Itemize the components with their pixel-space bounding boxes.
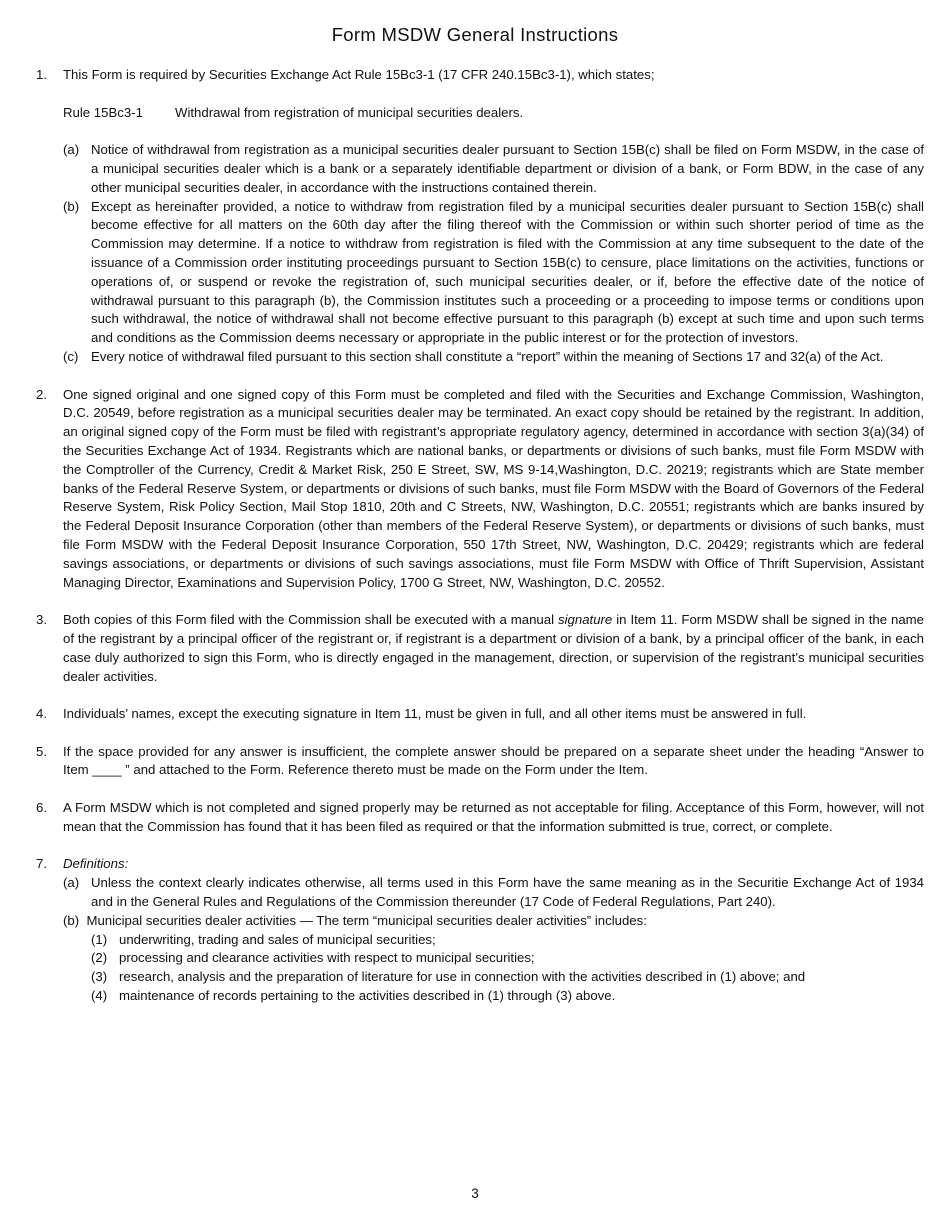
rule-paragraph-c bbox=[36, 348, 924, 367]
paragraph-text: Municipal securities dealer activities — The term “municipal securities dealer activities” includes: bbox=[86, 912, 647, 928]
definition-b bbox=[36, 912, 924, 931]
list-text: research, analysis and the preparation of literature for use in connection with the activities described in (1) above; and bbox=[119, 969, 806, 985]
definitions-heading: Definitions: bbox=[63, 856, 129, 872]
instruction-item-7 bbox=[36, 855, 924, 874]
item-number: 7. bbox=[36, 856, 47, 872]
item-number: 6. bbox=[36, 800, 47, 816]
paragraph-label: (a) bbox=[63, 875, 80, 891]
item-text: If the space provided for any answer is insufficient, the complete answer should be prepared on a separate sheet under the heading “Answer to Item ____ ” and attached to the Form. Reference thereto must be made on the Form under the Item. bbox=[63, 743, 924, 778]
instruction-item-4 bbox=[36, 705, 924, 724]
item-number: 4. bbox=[36, 706, 47, 722]
list-text: processing and clearance activities with respect to municipal securities; bbox=[119, 950, 535, 966]
item-text: A Form MSDW which is not completed and signed properly may be returned as not acceptable for filing. Acceptance of this Form, however, will not mean that the Commission has found that it has been filed as required or that the information submitted is true, correct, or complete. bbox=[63, 800, 924, 834]
definition-b-1 bbox=[36, 931, 924, 950]
instruction-item-5 bbox=[36, 743, 924, 781]
instruction-item-2 bbox=[36, 386, 924, 593]
item-number: 1. bbox=[36, 67, 47, 82]
definition-b-2 bbox=[36, 949, 924, 968]
item-text: This Form is required by Securities Exchange Act Rule 15Bc3-1 (17 CFR 240.15Bc3-1), which states; bbox=[63, 67, 655, 82]
item-text: Individuals’ names, except the executing signature in Item 11, must be given in full, and all other items must be answered in full. bbox=[63, 706, 807, 722]
instruction-item-3 bbox=[36, 611, 924, 686]
rule-heading bbox=[36, 104, 924, 123]
paragraph-label: (b) bbox=[63, 912, 80, 928]
list-text: underwriting, trading and sales of municipal securities; bbox=[119, 931, 436, 947]
paragraph-label: (b) bbox=[63, 198, 80, 214]
signature-emphasis: signature bbox=[558, 612, 613, 628]
paragraph-label: (c) bbox=[63, 348, 79, 364]
list-text: maintenance of records pertaining to the activities described in (1) through (3) above. bbox=[119, 988, 616, 1004]
item-number: 5. bbox=[36, 743, 47, 759]
instruction-item-1 bbox=[36, 66, 924, 85]
rule-code: Rule 15Bc3-1 bbox=[63, 104, 143, 120]
paragraph-text: Notice of withdrawal from registration as a municipal securities dealer pursuant to Section 15B(c) shall be filed on Form MSDW, in the case of a municipal securities dealer which is a bank or a separately identifiable department or division of a bank, or Form BDW, in the case of any other municipal securities dealer, in accordance with the instructions contained therein. bbox=[91, 142, 924, 195]
item-number: 3. bbox=[36, 612, 47, 628]
instruction-item-6 bbox=[36, 799, 924, 837]
item-text: Both copies of this Form filed with the Commission shall be executed with a manual bbox=[63, 612, 558, 628]
definition-b-3 bbox=[36, 968, 924, 987]
definition-b-4 bbox=[36, 987, 924, 1006]
item-text: One signed original and one signed copy of this Form must be completed and filed with the Securities and Exchange Commission, Washington, D.C. 20549, before registration as a municipal securities dealer may be terminated. An exact copy should be retained by the registrant. In addition, an original signed copy of the Form must be filed with registrant’s appropriate regulatory agency, determined in accordance with section 3(a)(34) of the Securities Exchange Act of 1934. Registrants which are national banks, or departments or divisions of such banks, must file Form MSDW with the Comptroller of the Currency, Credit & Market Risk, 250 E Street, SW, MS 9-14,Washington, D.C. 20219; registrants which are State member banks of the Federal Reserve System, or departments or divisions of such banks, must file Form MSDW with the Board of Governors of the Federal Reserve System, Risk Policy Section, Mail Stop 1810, 20th and C Streets, NW, Washington, D.C. 20551; registrants which are banks insured by the Federal Deposit Insurance Corporation (other than members of the Federal Reserve System), or departments or divisions of such banks, must file Form MSDW with the Federal Deposit Insurance Corporation, 550 17th Street, NW, Washington, D.C. 20429; registrants which are federal savings associations, or departments or divisions of such savings associations, must file Form MSDW with Office of Thrift Supervision, Assistant Managing Director, Examinations and Supervision Policy, 1700 G Street, NW, Washington, D.C. 20552. bbox=[63, 386, 924, 590]
rule-paragraph-a bbox=[36, 141, 924, 197]
page-title: Form MSDW General Instructions bbox=[331, 24, 619, 45]
list-label: (2) bbox=[91, 950, 108, 966]
item-text-continued: in Item 11. Form MSDW shall be signed in the name of the registrant by a principal officer of the registrant or, if registrant is a department or division of a bank, by a principal officer of the bank, in each case duly authorized to sign this Form, who is directly engaged in the management, direction, or supervision of the registrant’s municipal securities dealer activities. bbox=[63, 612, 924, 684]
paragraph-text: Every notice of withdrawal filed pursuant to this section shall constitute a “report” within the meaning of Sections 17 and 32(a) of the Act. bbox=[91, 348, 884, 364]
paragraph-text: Unless the context clearly indicates otherwise, all terms used in this Form have the same meaning as in the Securitie Exchange Act of 1934 and in the General Rules and Regulations of the Commission thereunder (17 Code of Federal Regulations, Part 240). bbox=[91, 875, 924, 910]
instructions-body bbox=[36, 66, 924, 1006]
rule-paragraph-b bbox=[36, 198, 924, 348]
definition-a bbox=[36, 874, 924, 912]
paragraph-text: Except as hereinafter provided, a notice to withdraw from registration filed by a municipal securities dealer pursuant to Section 15B(c) shall become effective for all matters on the 60th day after the filing thereof with the Commission or within such shorter period of time as the Commission may determine. If a notice to withdraw from registration is filed with the Commission at any time subsequent to the date of the issuance of a Commission order instituting proceedings pursuant to Section 15B(c) to censure, place limitations on the activities, functions or operations of, or suspend or revoke the registration of, such municipal securities dealer, or if, before the effective date of the notice of withdrawal pursuant to this paragraph (b), the Commission institutes such a proceeding or a proceeding to impose terms or conditions upon such withdrawal, the notice of withdrawal shall not become effective pursuant to this paragraph (b) except at such time and upon such terms and conditions as the Commission deems necessary or appropriate in the public interest or for the protection of investors. bbox=[91, 198, 924, 346]
paragraph-label: (a) bbox=[63, 142, 80, 158]
list-label: (4) bbox=[91, 988, 108, 1004]
rule-title: Withdrawal from registration of municipal securities dealers. bbox=[175, 104, 524, 120]
item-number: 2. bbox=[36, 386, 47, 402]
list-label: (1) bbox=[91, 931, 108, 947]
list-label: (3) bbox=[91, 969, 108, 985]
page-number: 3 bbox=[471, 1186, 479, 1201]
